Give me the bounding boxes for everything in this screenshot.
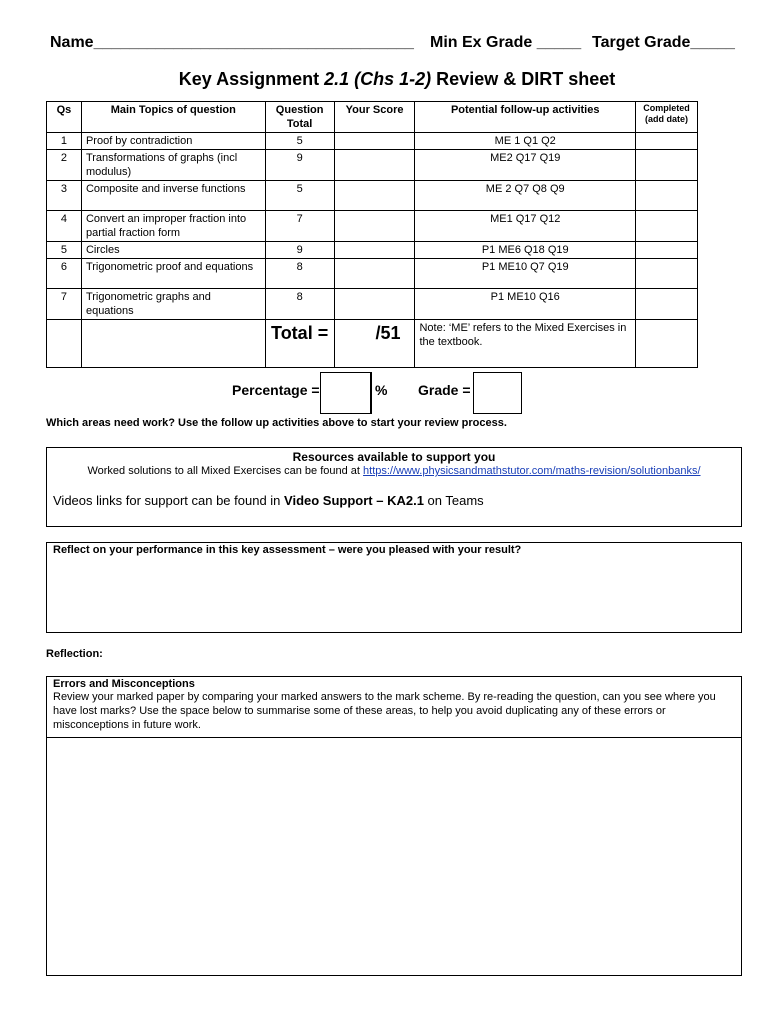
followup-cell: P1 ME10 Q7 Q19 xyxy=(415,259,635,289)
topic-cell: Circles xyxy=(81,242,265,259)
completed-date-cell[interactable] xyxy=(635,259,697,289)
topic-cell: Trigonometric graphs and equations xyxy=(81,289,265,320)
solutionbank-link[interactable]: https://www.physicsandmathstutor.com/maths-revision/solutionbanks/ xyxy=(363,465,701,477)
title-part1: Key Assignment xyxy=(178,69,325,89)
total-score-cell[interactable]: /51 xyxy=(334,320,415,368)
question-number-cell: 4 xyxy=(47,211,82,242)
col-header-score: Your Score xyxy=(334,102,415,133)
videos-text: Videos links for support can be found in xyxy=(53,493,285,508)
grade-label: Grade = xyxy=(418,382,471,398)
question-number-cell: 7 xyxy=(47,289,82,320)
topic-cell: Proof by contradiction xyxy=(81,133,265,150)
videos-line xyxy=(47,493,741,508)
question-number-cell: 6 xyxy=(47,259,82,289)
min-grade-field[interactable]: Min Ex Grade _____ xyxy=(430,34,582,51)
percentage-box[interactable] xyxy=(320,372,372,414)
completed-date-cell[interactable] xyxy=(635,150,697,181)
total-blank-cell xyxy=(635,320,697,368)
title-part2: 2.1 (Chs 1-2) xyxy=(324,69,432,89)
page-title xyxy=(0,69,768,90)
question-total-cell: 8 xyxy=(265,289,334,320)
worked-solutions-text: Worked solutions to all Mixed Exercises can be found at xyxy=(87,465,364,477)
col-header-completed: Completed (add date) xyxy=(635,102,697,133)
question-total-cell: 5 xyxy=(265,181,334,211)
your-score-cell[interactable] xyxy=(334,259,415,289)
completed-date-cell[interactable] xyxy=(635,133,697,150)
table-row xyxy=(47,289,698,320)
question-total-cell: 8 xyxy=(265,259,334,289)
grade-box[interactable] xyxy=(473,372,522,414)
topics-table xyxy=(46,101,698,368)
target-grade-field[interactable]: Target Grade_____ xyxy=(592,34,735,51)
errors-description: Review your marked paper by comparing your marked answers to the mark scheme. By re-reading the question, can you see where you have lost marks? Use the space below to summarise some of these areas, to help you avoid duplicating any of these errors or misconceptions in future work. xyxy=(53,691,716,731)
question-number-cell: 1 xyxy=(47,133,82,150)
completed-date-cell[interactable] xyxy=(635,211,697,242)
followup-cell: P1 ME10 Q16 xyxy=(415,289,635,320)
title-part3: Review & DIRT sheet xyxy=(431,69,616,89)
col-header-total: Question Total xyxy=(265,102,334,133)
your-score-cell[interactable] xyxy=(334,133,415,150)
your-score-cell[interactable] xyxy=(334,211,415,242)
table-note: Note: ‘ME’ refers to the Mixed Exercises in the textbook. xyxy=(415,320,635,368)
errors-title: Errors and Misconceptions xyxy=(53,678,195,690)
percent-symbol: % xyxy=(375,382,388,398)
col-header-qs: Qs xyxy=(47,102,82,133)
video-support-name: Video Support – KA2.1 xyxy=(284,493,424,508)
reflect-performance-box[interactable] xyxy=(46,542,742,633)
resources-title: Resources available to support you xyxy=(292,450,496,464)
total-blank-cell xyxy=(81,320,265,368)
table-row xyxy=(47,242,698,259)
your-score-cell[interactable] xyxy=(334,289,415,320)
followup-cell: ME 1 Q1 Q2 xyxy=(415,133,635,150)
topic-cell: Trigonometric proof and equations xyxy=(81,259,265,289)
errors-misconceptions-box xyxy=(46,676,742,976)
videos-post-text: on Teams xyxy=(423,493,484,508)
table-row xyxy=(47,150,698,181)
completed-date-cell[interactable] xyxy=(635,242,697,259)
question-total-cell: 9 xyxy=(265,150,334,181)
topic-cell: Convert an improper fraction into partial fraction form xyxy=(81,211,265,242)
topic-cell: Composite and inverse functions xyxy=(81,181,265,211)
your-score-cell[interactable] xyxy=(334,150,415,181)
followup-cell: ME 2 Q7 Q8 Q9 xyxy=(415,181,635,211)
resources-box xyxy=(46,447,742,527)
completed-date-cell[interactable] xyxy=(635,289,697,320)
followup-cell: P1 ME6 Q18 Q19 xyxy=(415,242,635,259)
table-row xyxy=(47,211,698,242)
table-row xyxy=(47,133,698,150)
table-header-row xyxy=(47,102,698,133)
which-areas-text: Which areas need work? Use the follow up activities above to start your review process. xyxy=(46,417,507,429)
followup-cell: ME2 Q17 Q19 xyxy=(415,150,635,181)
total-blank-cell xyxy=(47,320,82,368)
reflection-label: Reflection: xyxy=(46,648,103,660)
errors-header xyxy=(47,677,741,738)
percentage-row xyxy=(0,372,768,416)
header-row xyxy=(50,34,740,56)
total-label: Total = xyxy=(265,320,334,368)
topic-cell: Transformations of graphs (incl modulus) xyxy=(81,150,265,181)
percentage-label: Percentage = xyxy=(232,382,320,398)
table-row xyxy=(47,259,698,289)
question-total-cell: 5 xyxy=(265,133,334,150)
col-header-topic: Main Topics of question xyxy=(81,102,265,133)
your-score-cell[interactable] xyxy=(334,181,415,211)
total-row xyxy=(47,320,698,368)
question-number-cell: 3 xyxy=(47,181,82,211)
name-field[interactable]: Name____________________________________ xyxy=(50,34,414,51)
your-score-cell[interactable] xyxy=(334,242,415,259)
reflect-question: Reflect on your performance in this key assessment – were you pleased with your result? xyxy=(53,544,522,556)
followup-cell: ME1 Q17 Q12 xyxy=(415,211,635,242)
errors-writing-area[interactable] xyxy=(47,738,741,975)
col-header-followup: Potential follow-up activities xyxy=(415,102,635,133)
completed-date-cell[interactable] xyxy=(635,181,697,211)
question-total-cell: 9 xyxy=(265,242,334,259)
table-row xyxy=(47,181,698,211)
question-total-cell: 7 xyxy=(265,211,334,242)
worked-solutions-line xyxy=(47,465,741,477)
question-number-cell: 5 xyxy=(47,242,82,259)
question-number-cell: 2 xyxy=(47,150,82,181)
